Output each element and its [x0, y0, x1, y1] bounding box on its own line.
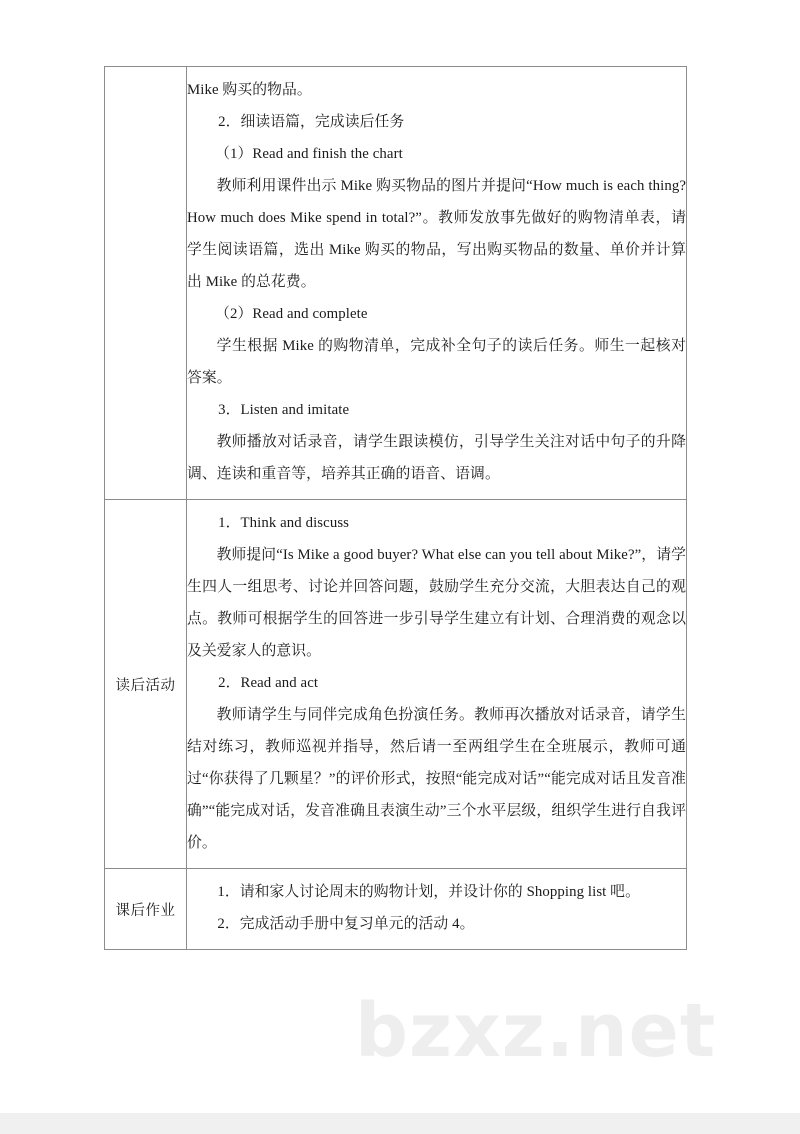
- row-content: [187, 67, 687, 500]
- row-content: [187, 500, 687, 869]
- paragraph-subheading: （2）Read and complete: [215, 306, 368, 322]
- row-stage-label-post-reading: 读后活动: [105, 500, 187, 869]
- spacer: [187, 869, 686, 876]
- row-stage-label-homework: 课后作业: [105, 869, 187, 950]
- site-watermark: bzxz.net: [355, 988, 717, 1074]
- spacer: [187, 490, 686, 499]
- table-row: [105, 67, 687, 500]
- row-content: [187, 869, 687, 950]
- spacer: [187, 500, 686, 507]
- row-stage-label: [105, 67, 187, 500]
- paragraph: 教师请学生与同伴完成角色扮演任务。教师再次播放对话录音，请学生结对练习，教师巡视并指导，然后请一至两组学生在全班展示，教师可通过“你获得了几颗星？”的评价形式，按照“能完成对话”“能完成对话且发音准确”“能完成对话，发音准确且表演生动”三个水平层级，组织学生进行自我评价。: [187, 707, 686, 851]
- paragraph-heading: 2．细读语篇，完成读后任务: [218, 114, 405, 130]
- paragraph: 教师利用课件出示 Mike 购买物品的图片并提问“How much is each thing? How much does Mike spend in total?”。教师发放事先做好的购物清单表，请学生阅读语篇，选出 Mike 购买的物品，写出购买物品的数量、单价并计算出 Mike 的总花费。: [187, 178, 686, 290]
- spacer: [187, 940, 686, 949]
- paragraph: 教师提问“Is Mike a good buyer? What else can you tell about Mike?”，请学生四人一组思考、讨论并回答问题，鼓励学生充分交流，大胆表达自己的观点。教师可根据学生的回答进一步引导学生建立有计划、合理消费的观念以及关爱家人的意识。: [187, 547, 686, 659]
- paragraph-heading: 3．Listen and imitate: [218, 402, 350, 418]
- table-row: [105, 869, 687, 950]
- table-row: [105, 500, 687, 869]
- paragraph-heading: 1．Think and discuss: [218, 515, 350, 531]
- paragraph: 学生根据 Mike 的购物清单，完成补全句子的读后任务。师生一起核对答案。: [187, 338, 686, 386]
- paragraph: 教师播放对话录音，请学生跟读模仿，引导学生关注对话中句子的升降调、连读和重音等，培养其正确的语音、语调。: [187, 434, 686, 482]
- homework-item: 2．完成活动手册中复习单元的活动 4。: [217, 916, 475, 932]
- spacer: [187, 67, 686, 74]
- paragraph-subheading: （1）Read and finish the chart: [215, 146, 403, 162]
- homework-item: 1．请和家人讨论周末的购物计划，并设计你的 Shopping list 吧。: [217, 884, 640, 900]
- spacer: [187, 859, 686, 868]
- lesson-plan-table: [104, 66, 687, 950]
- paragraph: Mike 购买的物品。: [187, 82, 312, 98]
- paragraph-heading: 2．Read and act: [218, 675, 319, 691]
- page-bottom-edge: [0, 1113, 800, 1134]
